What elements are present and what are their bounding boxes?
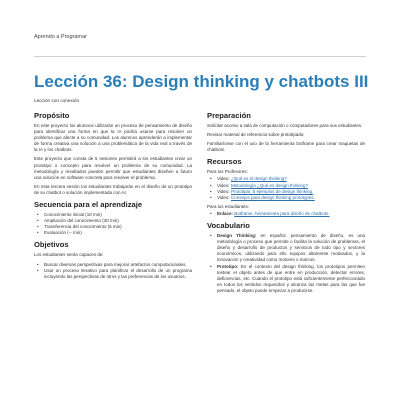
resource-item — [217, 211, 365, 217]
objetivos-intro: Los estudiantes serán capaces de: — [34, 252, 104, 258]
resource-prefix: Video: — [217, 188, 231, 194]
recursos-est-label: Para los estudiantes: — [207, 203, 250, 209]
list-item: • Evaluación (-- min) — [44, 230, 192, 236]
recursos-prof-label: Para los Profesores: — [207, 169, 248, 175]
resource-link[interactable]: Prototipar, 5 ejemplos de design thinking. — [230, 188, 314, 194]
resource-item — [217, 195, 365, 201]
list-item: • Transferencia del conocimiento (5 min) — [44, 224, 192, 230]
list-item: • Buscar diversas perspectivas para mejorar artefactos computacionales. — [44, 262, 192, 268]
recursos-prof-list — [207, 176, 365, 200]
resource-link[interactable]: ¿Qué es el design thinking? — [230, 176, 287, 182]
list-item: • Ampliación del conocimiento (30 min) — [44, 218, 192, 224]
lesson-subtitle: Lección con conexión — [34, 98, 80, 103]
proposito-paragraph: En esta tercera sesión los estudiantes trabajarán en el diseño de un prototipo de su chatbot o solución implementada con AI. — [34, 183, 192, 195]
secuencia-list — [34, 212, 192, 236]
vocab-term: Design Thinking: — [217, 233, 257, 239]
vocab-item — [217, 264, 365, 294]
resource-prefix: Video: — [217, 194, 231, 200]
objetivos-list — [34, 262, 192, 280]
vocab-item — [217, 233, 365, 263]
proposito-heading: Propósito — [34, 111, 70, 120]
preparacion-paragraph: Solicitar acceso a sala de computación o computadores para sus estudiantes. — [207, 123, 363, 128]
proposito-paragraph: Este proyecto que consta de 5 sesiones permitirá a los estudiantes crear un prototipo o concepto para resolver un problema de su comunidad. La metodología y resultados pueden permitir que estudiantes diseñen a futuro una solución en software concreta para resolver el problema. — [34, 156, 192, 180]
preparacion-heading: Preparación — [207, 111, 251, 120]
resource-prefix: Video: — [217, 176, 231, 182]
objetivos-heading: Objetivos — [34, 240, 69, 250]
recursos-est-list — [207, 211, 365, 217]
resource-link[interactable]: Botframe, herramienta para diseño de chatbots. — [234, 210, 330, 216]
resource-prefix: Video: — [217, 182, 231, 188]
vocab-term: Prototipo: — [217, 263, 239, 269]
preparacion-paragraph: Familiarícese con el uso de la herramienta botframe para crear maquetas de chatbots. — [207, 141, 365, 153]
lesson-title: Lección 36: Design thinking y chatbots III — [34, 72, 369, 91]
header-brand: Aprendo a Programar — [34, 34, 87, 40]
proposito-paragraph: En este proyecto los alumnos utilizarán un proceso de pensamiento de diseño para identificar una forma en que la IA podría usarse para resolver un problema que afecte a su comunidad. Los alumnos aprenderán a implementar de forma creativa una solución a una problemática de la vida real a través de la IA y los chatbots. — [34, 123, 192, 153]
recursos-heading: Recursos — [207, 157, 242, 167]
resource-link[interactable]: Metodología ¿Qué es design thinking? — [230, 182, 308, 188]
resource-link[interactable]: Consejos para design thinking prototypes. — [230, 194, 315, 200]
header-divider — [34, 56, 366, 57]
left-column — [34, 111, 192, 283]
vocabulario-heading: Vocabulario — [207, 221, 250, 231]
preparacion-paragraph: Revisar material de referencia sobre prototipado: — [207, 132, 305, 138]
list-item: • Usar un proceso iterativo para planificar el desarrollo de un programa incluyendo las perspectivas de otros y las preferencias de los usuarios. — [44, 268, 192, 280]
resource-prefix: Enlace: — [217, 210, 235, 216]
vocab-definition: En el contexto del design thinking, los prototipos permiten testear el objeto antes de que entre en producción, detectar errores, deficiencias, etc. Cuando el prototipo está suficientemente perfeccionado en todos los sentidos requeridos y alcanza las metas para las que fue pensado, el objeto puede empezar a producirse. — [217, 263, 365, 293]
secuencia-heading: Secuencia para el aprendizaje — [34, 200, 143, 210]
right-column — [207, 111, 365, 297]
vocabulario-list — [207, 233, 365, 294]
vocab-definition: en español, pensamiento de diseño, es una metodología o proceso que permite o facilita la solución de problemas, el diseño y desarrollo de productos y servicios de todo tipo y sectores económicos, utilizando para ello equipos altamente motivados, y la innovación y creatividad como motores o marcos. — [217, 233, 365, 263]
list-item: • Conocimiento inicial (10 min) — [44, 212, 192, 218]
